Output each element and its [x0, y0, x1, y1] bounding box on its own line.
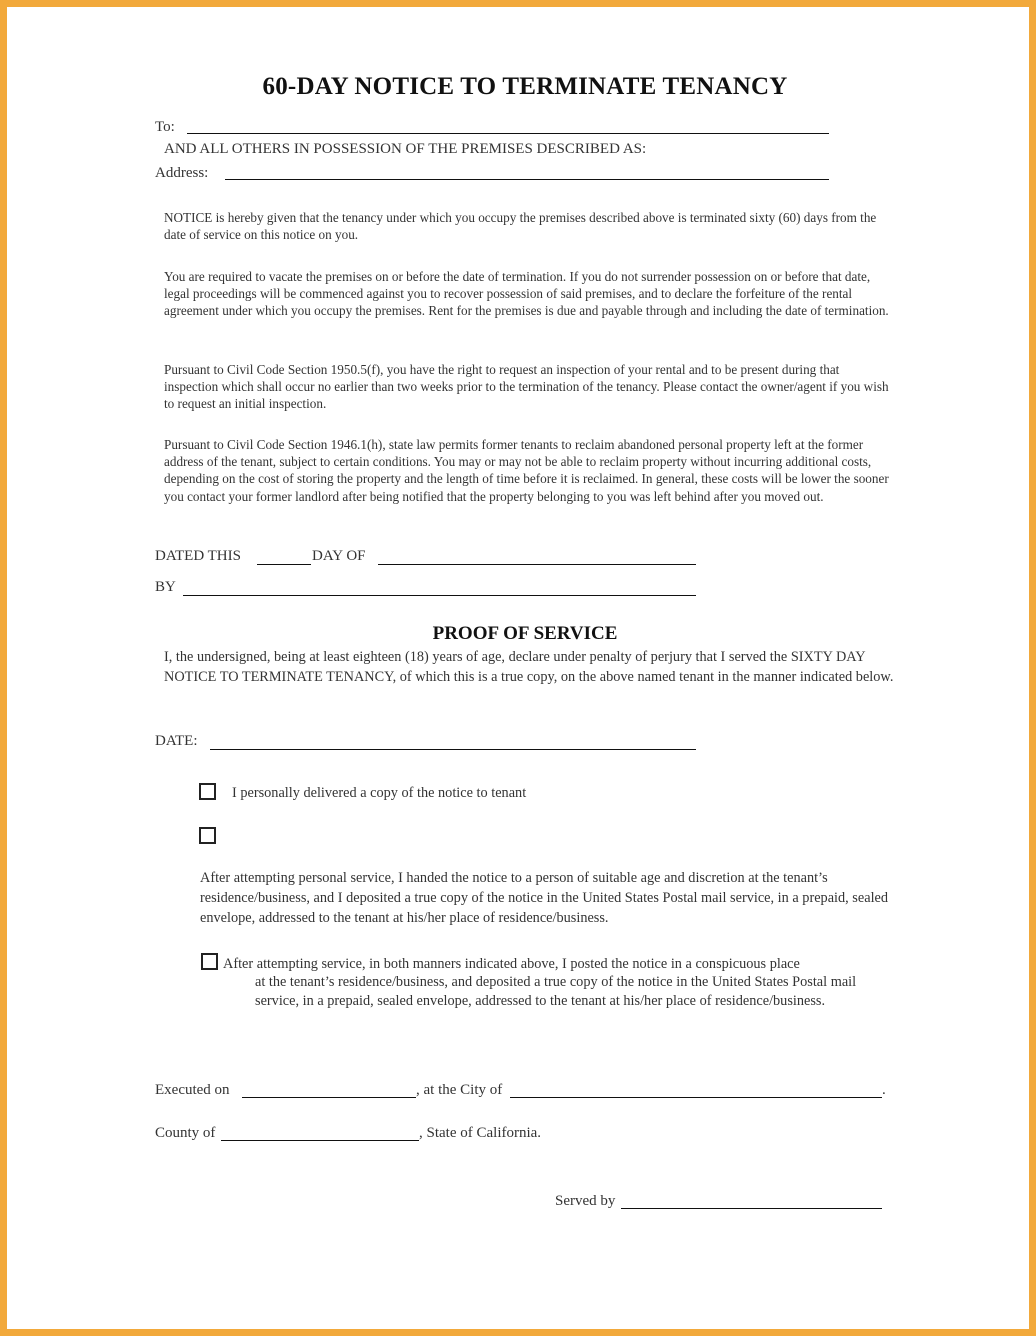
executed-on-field-line[interactable]: [242, 1097, 416, 1098]
address-label: Address:: [155, 165, 209, 181]
notice-paragraph: NOTICE is hereby given that the tenancy under which you occupy the premises described above is terminated sixty (60) days from the date of service on this notice on you.: [164, 210, 877, 243]
substitute-service-label: After attempting personal service, I handed the notice to a person of suitable age and discretion at the tenant’s residence/business, and I deposited a true copy of the notice in the United States Postal mail service, in a prepaid, sealed envelope, addressed to the tenant at his/her place of residence/business.: [200, 870, 889, 926]
posting-service-label-rest: at the tenant’s residence/business, and deposited a true copy of the notice in the United States Postal mail service, in a prepaid, sealed envelope, addressed to the tenant at his/her place of residence/business.: [255, 974, 857, 1009]
served-by-label: Served by: [555, 1193, 616, 1209]
dated-month-field-line[interactable]: [378, 564, 696, 565]
day-of-label: DAY OF: [312, 548, 366, 564]
to-label: To:: [155, 119, 175, 135]
by-signature-line[interactable]: [183, 595, 696, 596]
county-field-line[interactable]: [221, 1140, 419, 1141]
personal-delivery-checkbox[interactable]: [199, 783, 216, 800]
dated-day-field-line[interactable]: [257, 564, 311, 565]
at-city-label: , at the City of: [416, 1082, 503, 1098]
inspection-paragraph: Pursuant to Civil Code Section 1950.5(f), you have the right to request an inspection of your rental and to be present during that inspection which shall occur no earlier than two weeks prior to the termination of the tenancy. Please contact the owner/agent if you wish to request an initial inspection.: [164, 362, 889, 412]
proof-of-service-title: PROOF OF SERVICE: [432, 623, 618, 644]
posting-service-label-first-line: After attempting service, in both manners indicated above, I posted the notice in a conspicuous place: [223, 956, 800, 972]
dated-this-label: DATED THIS: [155, 548, 241, 564]
document-title: 60-DAY NOTICE TO TERMINATE TENANCY: [262, 73, 788, 100]
property-paragraph: Pursuant to Civil Code Section 1946.1(h), state law permits former tenants to reclaim abandoned personal property left at the former address of the tenant, subject to certain conditions. You may or may not be able to reclaim property without incurring additional costs, depending on the cost of storing the property and the length of time before it is reclaimed. In general, these costs will be lower the sooner you contact your former landlord after being notified that the property belonging to you was left behind after you moved out.: [164, 437, 889, 504]
substitute-service-checkbox[interactable]: [199, 827, 216, 844]
posting-service-checkbox[interactable]: [201, 953, 218, 970]
city-period: .: [882, 1082, 886, 1098]
city-field-line[interactable]: [510, 1097, 882, 1098]
to-field-line[interactable]: [187, 133, 829, 134]
others-in-possession-label: AND ALL OTHERS IN POSSESSION OF THE PREMISES DESCRIBED AS:: [164, 141, 647, 157]
service-date-field-line[interactable]: [210, 749, 696, 750]
address-field-line[interactable]: [225, 179, 829, 180]
by-label: BY: [155, 579, 176, 595]
executed-on-label: Executed on: [155, 1082, 230, 1098]
personal-delivery-label: I personally delivered a copy of the notice to tenant: [232, 785, 527, 801]
declaration-paragraph: I, the undersigned, being at least eighteen (18) years of age, declare under penalty of perjury that I served the SIXTY DAY NOTICE TO TERMINATE TENANCY, of which this is a true copy, on the above named tenant in the manner indicated below.: [164, 649, 894, 685]
service-date-label: DATE:: [155, 733, 198, 749]
state-label: , State of California.: [419, 1125, 542, 1141]
county-label: County of: [155, 1125, 216, 1141]
vacate-paragraph: You are required to vacate the premises on or before the date of termination. If you do not surrender possession on or before that date, legal proceedings will be commenced against you to recover possession of said premises, and to declare the forfeiture of the rental agreement under which you occupy the premises. Rent for the premises is due and payable through and including the date of termination.: [164, 269, 889, 319]
served-by-signature-line[interactable]: [621, 1208, 882, 1209]
